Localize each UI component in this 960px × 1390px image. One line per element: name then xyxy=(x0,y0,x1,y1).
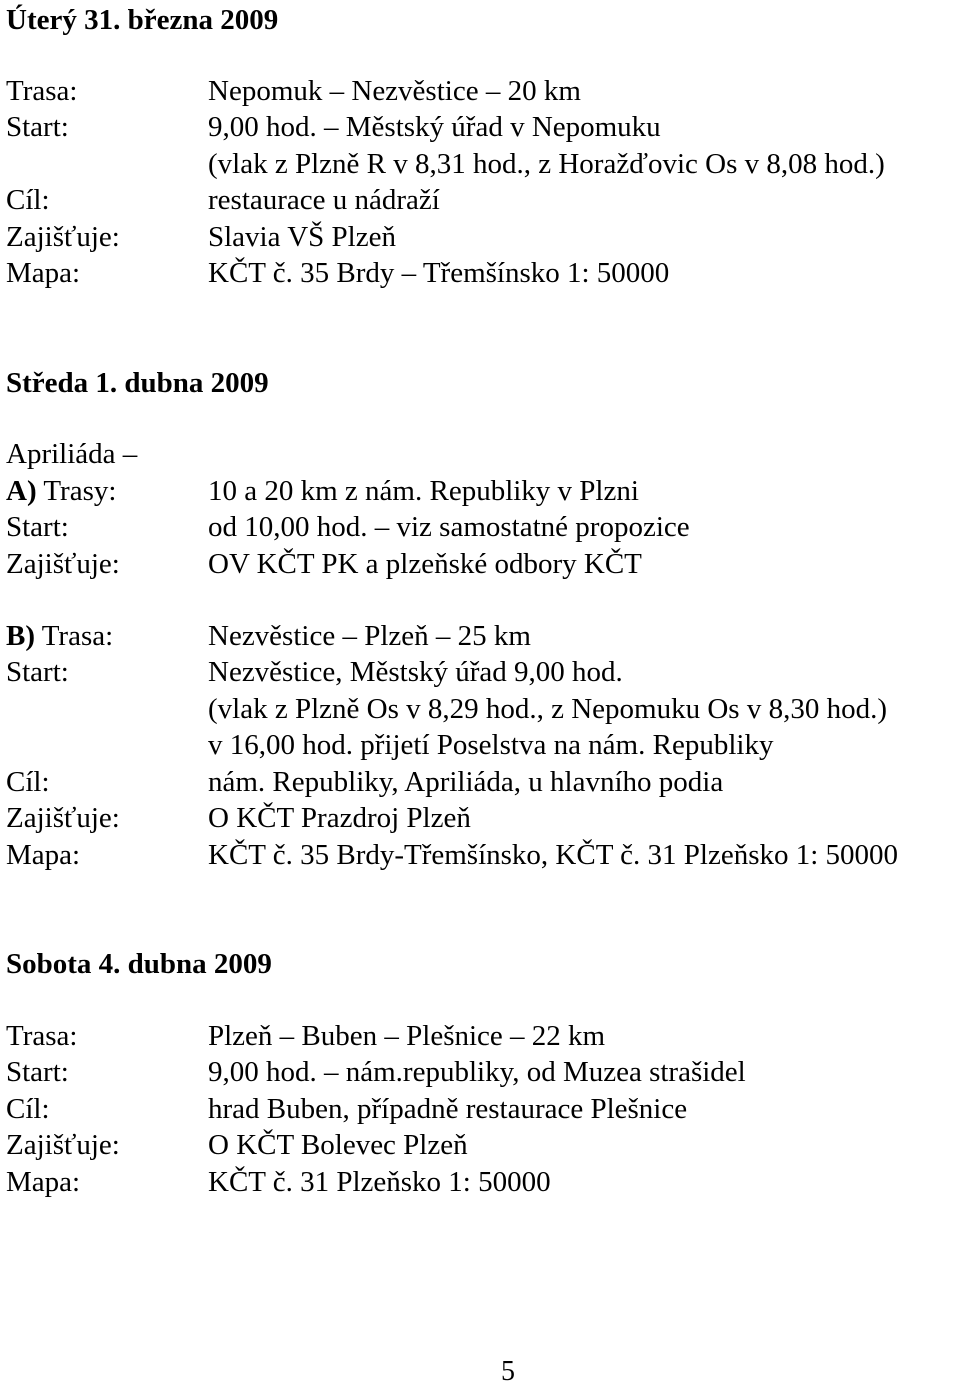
row-label: Start: xyxy=(6,511,69,543)
row-label: Cíl: xyxy=(6,1093,50,1125)
row-value: Nezvěstice – Plzeň – 25 km xyxy=(208,620,531,652)
row-value: Nezvěstice, Městský úřad 9,00 hod. xyxy=(208,656,623,688)
row-label: Trasa: xyxy=(6,75,78,107)
page-number: 5 xyxy=(501,1356,515,1387)
row-value: OV KČT PK a plzeňské odbory KČT xyxy=(208,548,642,580)
row-value: 9,00 hod. – Městský úřad v Nepomuku xyxy=(208,111,661,143)
row-value: (vlak z Plzně R v 8,31 hod., z Horažďovic Os v 8,08 hod.) xyxy=(208,148,885,180)
part-a-marker: A) xyxy=(6,475,37,507)
row-label: Zajišťuje: xyxy=(6,221,120,253)
row-label-text: Trasy: xyxy=(43,475,117,507)
row-value: v 16,00 hod. přijetí Poselstva na nám. Republiky xyxy=(208,729,774,761)
row-label: Mapa: xyxy=(6,839,81,871)
row-value: restaurace u nádraží xyxy=(208,184,440,216)
event-title: Apriliáda – xyxy=(6,438,138,470)
section-date-3: Sobota 4. dubna 2009 xyxy=(6,948,272,980)
row-value: Slavia VŠ Plzeň xyxy=(208,221,396,253)
row-value: O KČT Bolevec Plzeň xyxy=(208,1129,468,1161)
row-value: (vlak z Plzně Os v 8,29 hod., z Nepomuku Os v 8,30 hod.) xyxy=(208,693,887,725)
row-value: KČT č. 31 Plzeňsko 1: 50000 xyxy=(208,1166,551,1198)
section-date-2: Středa 1. dubna 2009 xyxy=(6,367,269,399)
row-label: Mapa: xyxy=(6,1166,81,1198)
row-value: hrad Buben, případně restaurace Plešnice xyxy=(208,1093,688,1125)
row-label: Cíl: xyxy=(6,766,50,798)
row-label-text: Trasa: xyxy=(41,620,114,652)
row-value: nám. Republiky, Apriliáda, u hlavního podia xyxy=(208,766,724,798)
row-label: Zajišťuje: xyxy=(6,548,120,580)
section-date-1: Úterý 31. března 2009 xyxy=(6,4,279,36)
row-value: KČT č. 35 Brdy – Třemšínsko 1: 50000 xyxy=(208,257,670,289)
row-value: 10 a 20 km z nám. Republiky v Plzni xyxy=(208,475,639,507)
part-b-marker: B) xyxy=(6,620,35,652)
row-value: O KČT Prazdroj Plzeň xyxy=(208,802,471,834)
row-label xyxy=(6,473,116,509)
row-label: Start: xyxy=(6,111,69,143)
row-label: Start: xyxy=(6,656,69,688)
row-label: Start: xyxy=(6,1056,69,1088)
row-label: Zajišťuje: xyxy=(6,1129,120,1161)
row-value: KČT č. 35 Brdy-Třemšínsko, KČT č. 31 Plzeňsko 1: 50000 xyxy=(208,839,899,871)
row-label: Zajišťuje: xyxy=(6,802,120,834)
row-value: od 10,00 hod. – viz samostatné propozice xyxy=(208,511,690,543)
row-value: Nepomuk – Nezvěstice – 20 km xyxy=(208,75,581,107)
row-label xyxy=(6,618,113,654)
row-value: Plzeň – Buben – Plešnice – 22 km xyxy=(208,1020,606,1052)
row-label: Trasa: xyxy=(6,1020,78,1052)
row-label: Cíl: xyxy=(6,184,50,216)
row-value: 9,00 hod. – nám.republiky, od Muzea strašidel xyxy=(208,1056,746,1088)
row-label: Mapa: xyxy=(6,257,81,289)
